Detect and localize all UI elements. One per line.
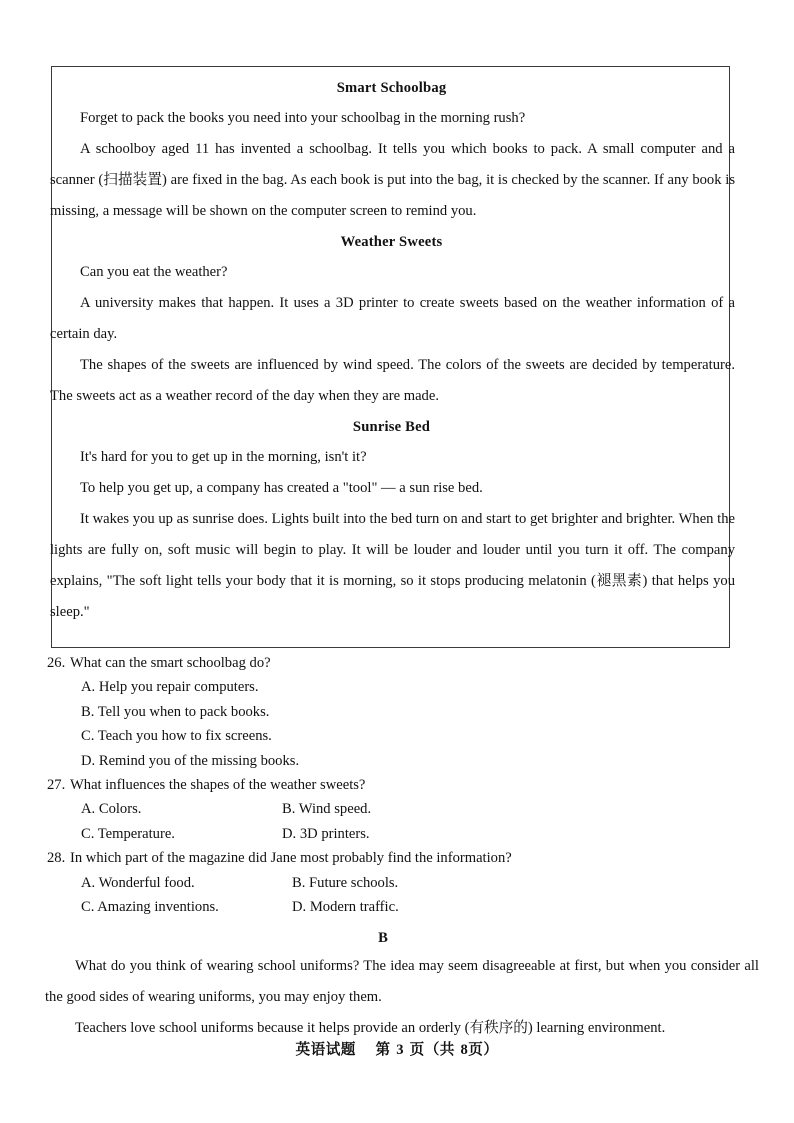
- question-28-option-d[interactable]: D. Modern traffic.: [292, 899, 399, 916]
- question-27-option-c[interactable]: C. Temperature.: [81, 825, 175, 842]
- question-27-options: [47, 797, 757, 846]
- section-title-smart-schoolbag: Smart Schoolbag: [336, 80, 447, 96]
- question-28-option-c[interactable]: C. Amazing inventions.: [81, 899, 219, 916]
- question-26-option-d[interactable]: D. Remind you of the missing books.: [81, 752, 300, 769]
- question-28-text: In which part of the magazine did Jane most probably find the information?: [70, 850, 512, 867]
- footer-total-unit: 页）: [468, 1041, 499, 1058]
- question-26-option-c[interactable]: C. Teach you how to fix screens.: [81, 728, 272, 745]
- paragraph-smart-schoolbag-2: A schoolboy aged 11 has invented a schoolbag. It tells you which books to pack. A small computer and a scanner (扫描装置) are fixed in the bag. As each book is put into the bag, it is checked by the scanner. If any book is missing, a message will be shown on the computer screen to remind you.: [50, 141, 735, 219]
- question-28-option-a[interactable]: A. Wonderful food.: [81, 874, 195, 891]
- page-footer: [0, 1038, 794, 1059]
- question-26-number: 26.: [47, 655, 66, 671]
- paragraph-sunrise-bed-2: To help you get up, a company has created a "tool" — a sun rise bed.: [80, 480, 483, 496]
- question-28: [47, 846, 757, 919]
- question-26-options: [47, 675, 757, 773]
- paragraph-weather-sweets-3: The shapes of the sweets are influenced by wind speed. The colors of the sweets are decided by temperature. The sweets act as a weather record of the day when they are made.: [50, 357, 735, 404]
- question-28-option-row-1: [81, 871, 757, 895]
- question-28-option-b[interactable]: B. Future schools.: [292, 874, 399, 891]
- section-title-weather-sweets: Weather Sweets: [340, 234, 443, 250]
- question-27-option-d[interactable]: D. 3D printers.: [282, 825, 370, 842]
- section-b-paragraph-2: Teachers love school uniforms because it helps provide an orderly (有秩序的) learning environment.: [75, 1020, 666, 1036]
- question-27-option-a[interactable]: A. Colors.: [81, 801, 142, 818]
- passage-a-content: [46, 73, 737, 628]
- paragraph-weather-sweets-2: A university makes that happen. It uses a 3D printer to create sweets based on the weather information of a certain day.: [50, 295, 735, 342]
- footer-total-open: （共: [424, 1041, 455, 1058]
- question-28-stem-row: [47, 846, 757, 870]
- question-27-option-row-1: [81, 797, 757, 821]
- question-26-option-b[interactable]: B. Tell you when to pack books.: [81, 703, 270, 720]
- section-title-sunrise-bed: Sunrise Bed: [352, 419, 431, 435]
- footer-total-number: 8: [460, 1042, 469, 1058]
- paragraph-smart-schoolbag-1: Forget to pack the books you need into your schoolbag in the morning rush?: [80, 110, 526, 126]
- paragraph-sunrise-bed-1: It's hard for you to get up in the morning, isn't it?: [80, 449, 367, 465]
- question-28-number: 28.: [47, 850, 66, 867]
- section-b-label: B: [378, 930, 388, 946]
- paragraph-weather-sweets-1: Can you eat the weather?: [80, 264, 228, 280]
- question-27-text: What influences the shapes of the weather sweets?: [70, 777, 366, 794]
- footer-page-unit: 页: [409, 1041, 425, 1058]
- section-b: [45, 925, 761, 1044]
- paragraph-sunrise-bed-3: It wakes you up as sunrise does. Lights built into the bed turn on and start to get brighter and brighter. When the lights are fully on, soft music will begin to play. It will be louder and louder until you turn it off. The company explains, "The soft light tells your body that it is morning, so it stops producing melatonin (褪黑素) that helps you sleep.": [50, 511, 735, 620]
- question-28-option-row-2: [81, 895, 757, 919]
- passage-a-box: [50, 66, 735, 648]
- footer-page-number: 3: [396, 1042, 404, 1058]
- question-27-option-row-2: [81, 822, 757, 846]
- footer-page-label: 第: [375, 1041, 391, 1058]
- question-26-option-a[interactable]: A. Help you repair computers.: [81, 679, 259, 696]
- footer-subject: 英语试题: [295, 1041, 356, 1058]
- section-b-paragraph-1: What do you think of wearing school uniforms? The idea may seem disagreeable at first, but when you consider all the good sides of wearing uniforms, you may enjoy them.: [45, 958, 759, 1005]
- question-26: [47, 651, 757, 773]
- question-27-option-b[interactable]: B. Wind speed.: [282, 801, 372, 818]
- questions-list: [47, 651, 757, 919]
- question-26-stem-row: [47, 651, 757, 675]
- question-27: [47, 773, 757, 846]
- question-26-text: What can the smart schoolbag do?: [70, 655, 271, 671]
- question-28-options: [47, 871, 757, 920]
- question-27-stem-row: [47, 773, 757, 797]
- question-27-number: 27.: [47, 777, 66, 794]
